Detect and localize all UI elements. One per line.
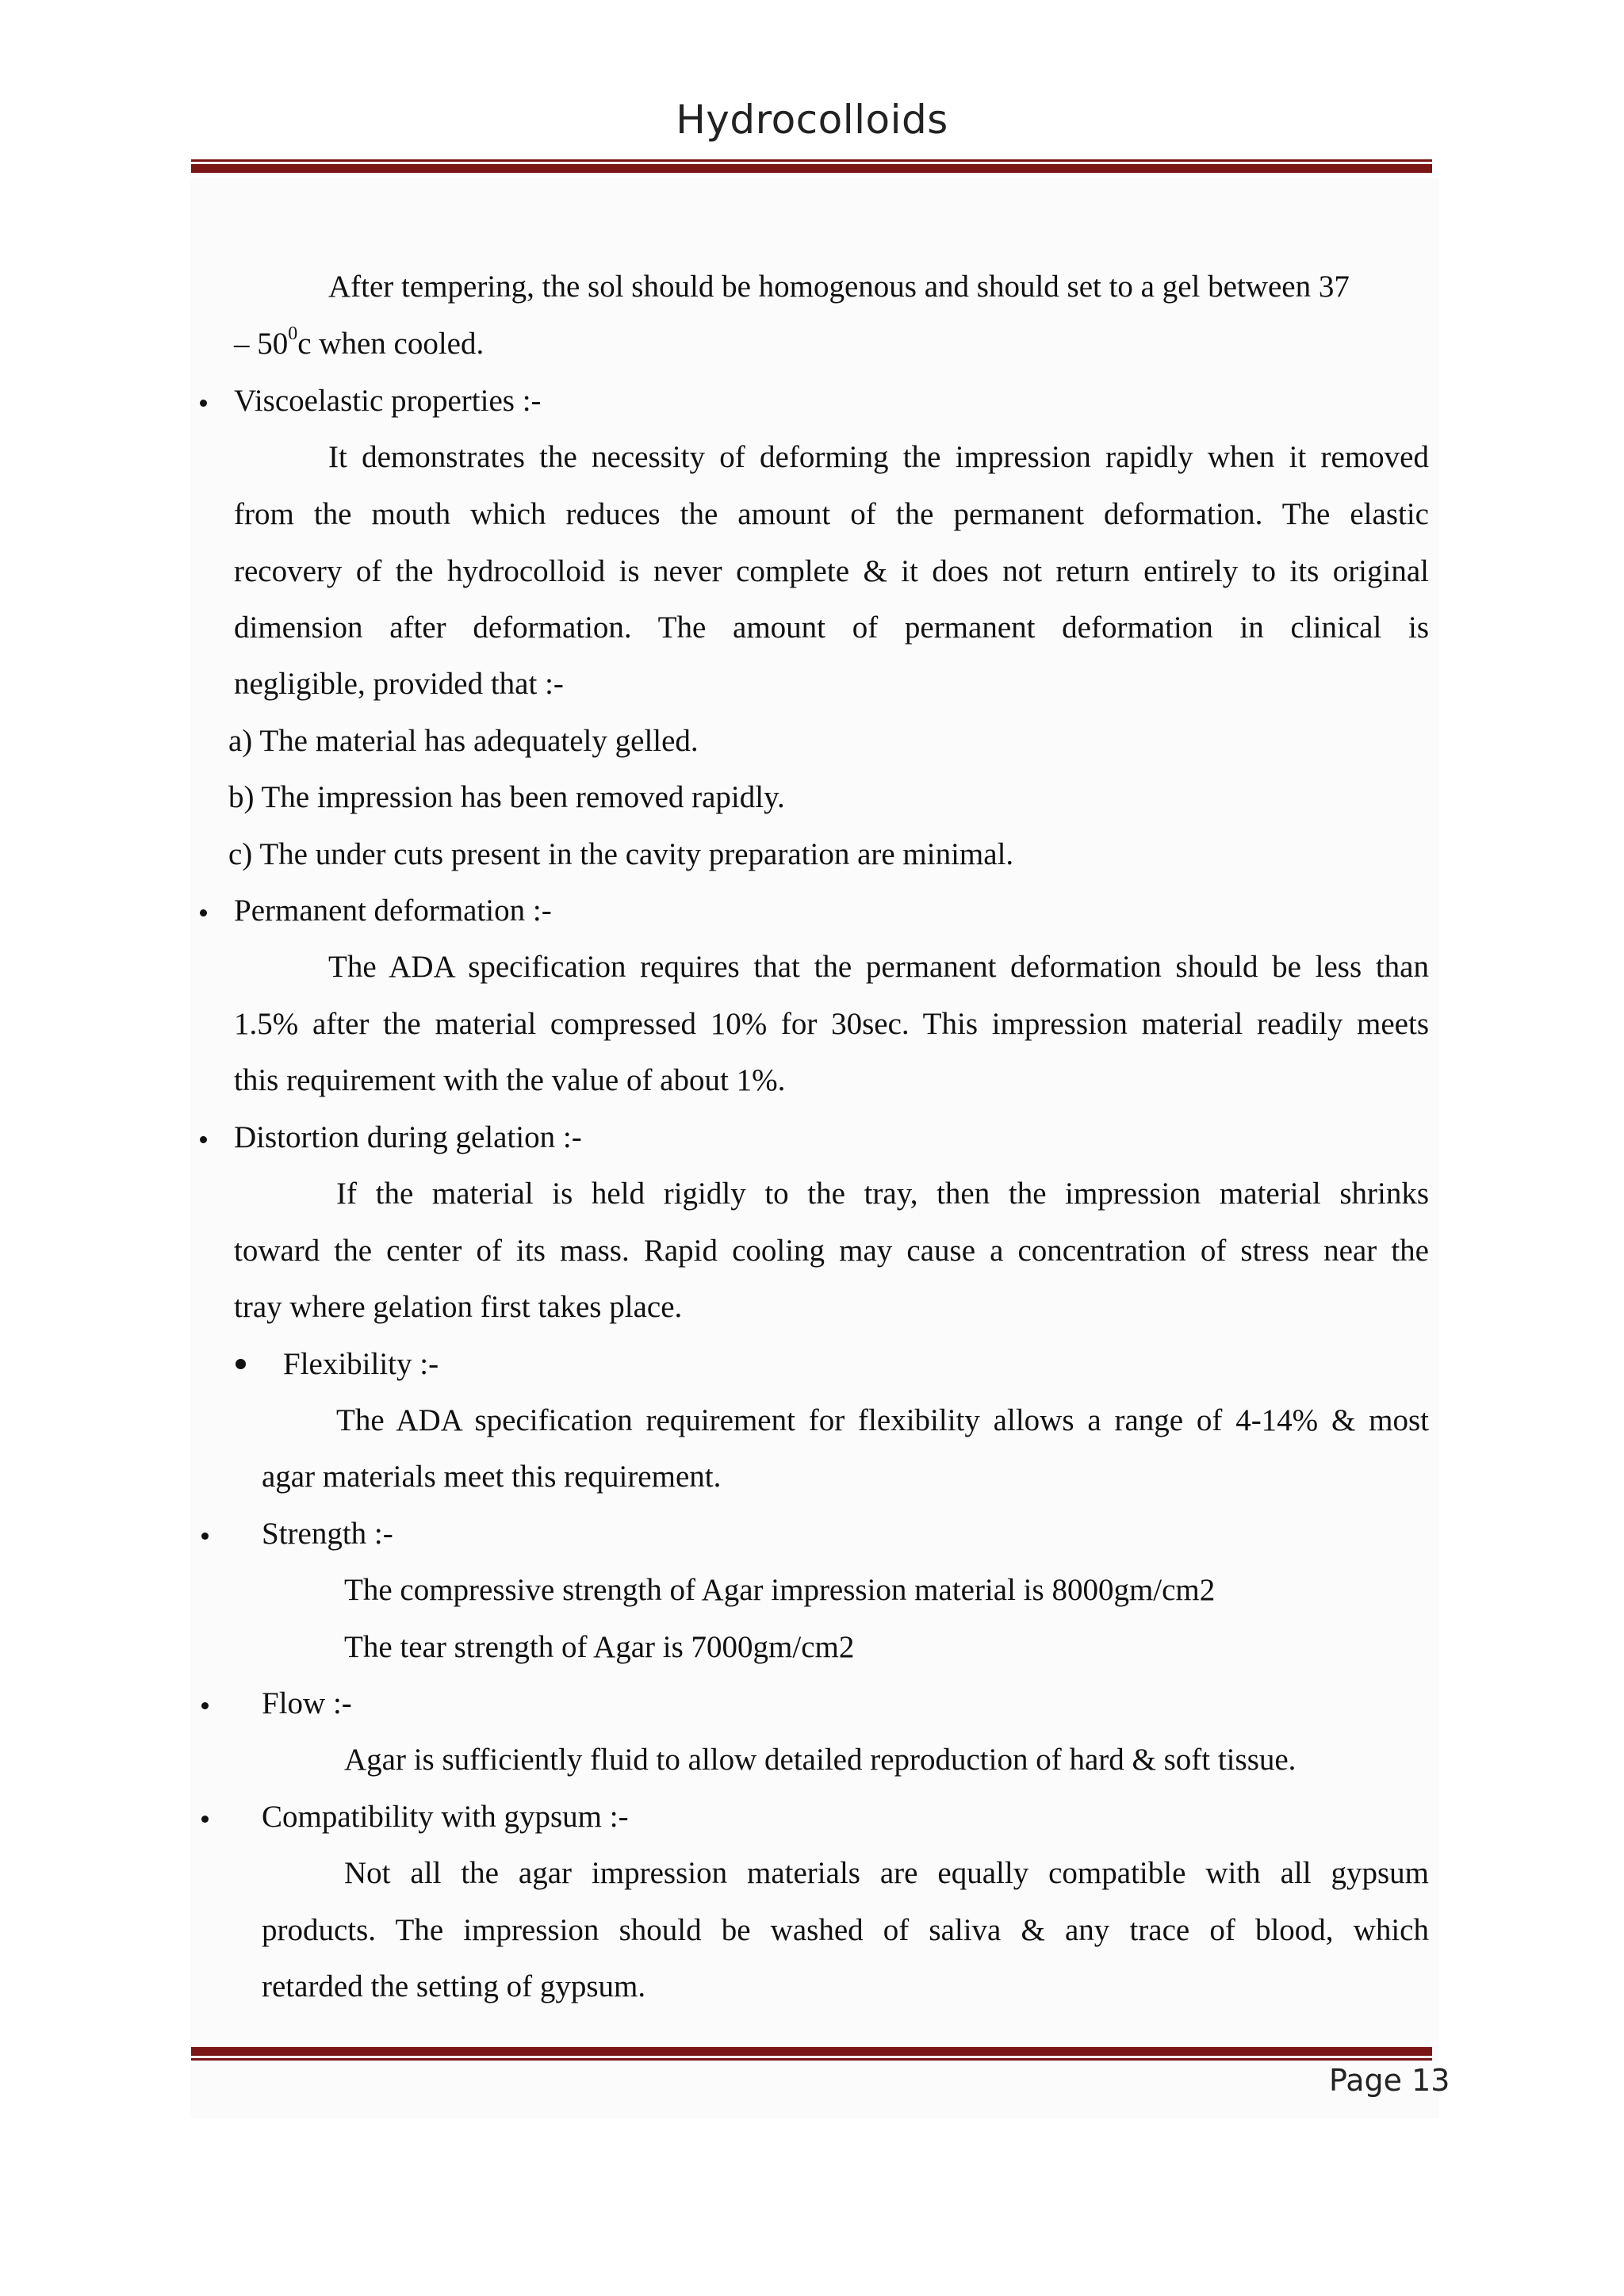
page-header-title: Hydrocolloids xyxy=(676,97,948,143)
bullet-icon xyxy=(236,1359,246,1369)
section-heading: Permanent deformation :- xyxy=(234,894,552,928)
bullet-icon xyxy=(200,909,207,916)
paragraph-line: – $50^0c$ when cooled. xyxy=(234,323,485,361)
bullet-icon xyxy=(201,1533,209,1540)
paragraph-line: The ADA specification requires that the permanent deformation should be less than xyxy=(328,950,1429,984)
list-item: b) The impression has been removed rapidly. xyxy=(228,780,785,814)
section-heading: Flow :- xyxy=(262,1686,352,1720)
paragraph-line: dimension after deformation. The amount of permanent deformation in clinical is xyxy=(234,610,1429,645)
footer-rule xyxy=(191,2047,1432,2061)
section-heading: Flexibility :- xyxy=(283,1347,439,1381)
paragraph-line: negligible, provided that :- xyxy=(234,667,564,701)
section-heading: Distortion during gelation :- xyxy=(234,1120,582,1154)
list-item: c) The under cuts present in the cavity preparation are minimal. xyxy=(228,837,1014,871)
paragraph-line: recovery of the hydrocolloid is never complete & it does not return entirely to its original xyxy=(234,554,1429,588)
paragraph-line: The tear strength of Agar is 7000gm/cm2 xyxy=(344,1630,855,1664)
paragraph-line: products. The impression should be washed of saliva & any trace of blood, which xyxy=(262,1913,1429,1947)
paragraph-line: from the mouth which reduces the amount of the permanent deformation. The elastic xyxy=(234,497,1429,531)
paragraph-line: 1.5% after the material compressed 10% for 30sec. This impression material readily meets xyxy=(234,1007,1429,1041)
bullet-icon xyxy=(200,400,207,407)
paragraph-line: After tempering, the sol should be homogenous and should set to a gel between 37 xyxy=(328,270,1350,304)
bullet-icon xyxy=(201,1816,209,1823)
paragraph-line: If the material is held rigidly to the tray, then the impression material shrinks xyxy=(336,1177,1429,1211)
paragraph-line: agar materials meet this requirement. xyxy=(262,1460,722,1494)
section-heading: Viscoelastic properties :- xyxy=(234,384,542,418)
list-item: a) The material has adequately gelled. xyxy=(228,724,699,758)
paragraph-line: Not all the agar impression materials are equally compatible with all gypsum xyxy=(344,1856,1429,1890)
paragraph-line: Agar is sufficiently fluid to allow detailed reproduction of hard & soft tissue. xyxy=(344,1743,1297,1777)
paragraph-line: toward the center of its mass. Rapid cooling may cause a concentration of stress near the xyxy=(234,1234,1429,1268)
paragraph-line: The ADA specification requirement for flexibility allows a range of 4-14% & most xyxy=(336,1403,1429,1437)
paragraph-line: this requirement with the value of about 1%. xyxy=(234,1063,786,1097)
bullet-icon xyxy=(201,1702,209,1709)
paragraph-line: The compressive strength of Agar impression material is 8000gm/cm2 xyxy=(344,1573,1216,1607)
paragraph-line: tray where gelation first takes place. xyxy=(234,1290,683,1324)
section-heading: Strength :- xyxy=(262,1517,393,1551)
paragraph-line: It demonstrates the necessity of deforming the impression rapidly when it removed xyxy=(328,440,1429,474)
section-heading: Compatibility with gypsum :- xyxy=(262,1800,629,1834)
paragraph-line: retarded the setting of gypsum. xyxy=(262,1969,646,2003)
page-number: Page 13 xyxy=(1329,2063,1450,2098)
header-rule xyxy=(191,159,1432,173)
bullet-icon xyxy=(200,1136,207,1143)
